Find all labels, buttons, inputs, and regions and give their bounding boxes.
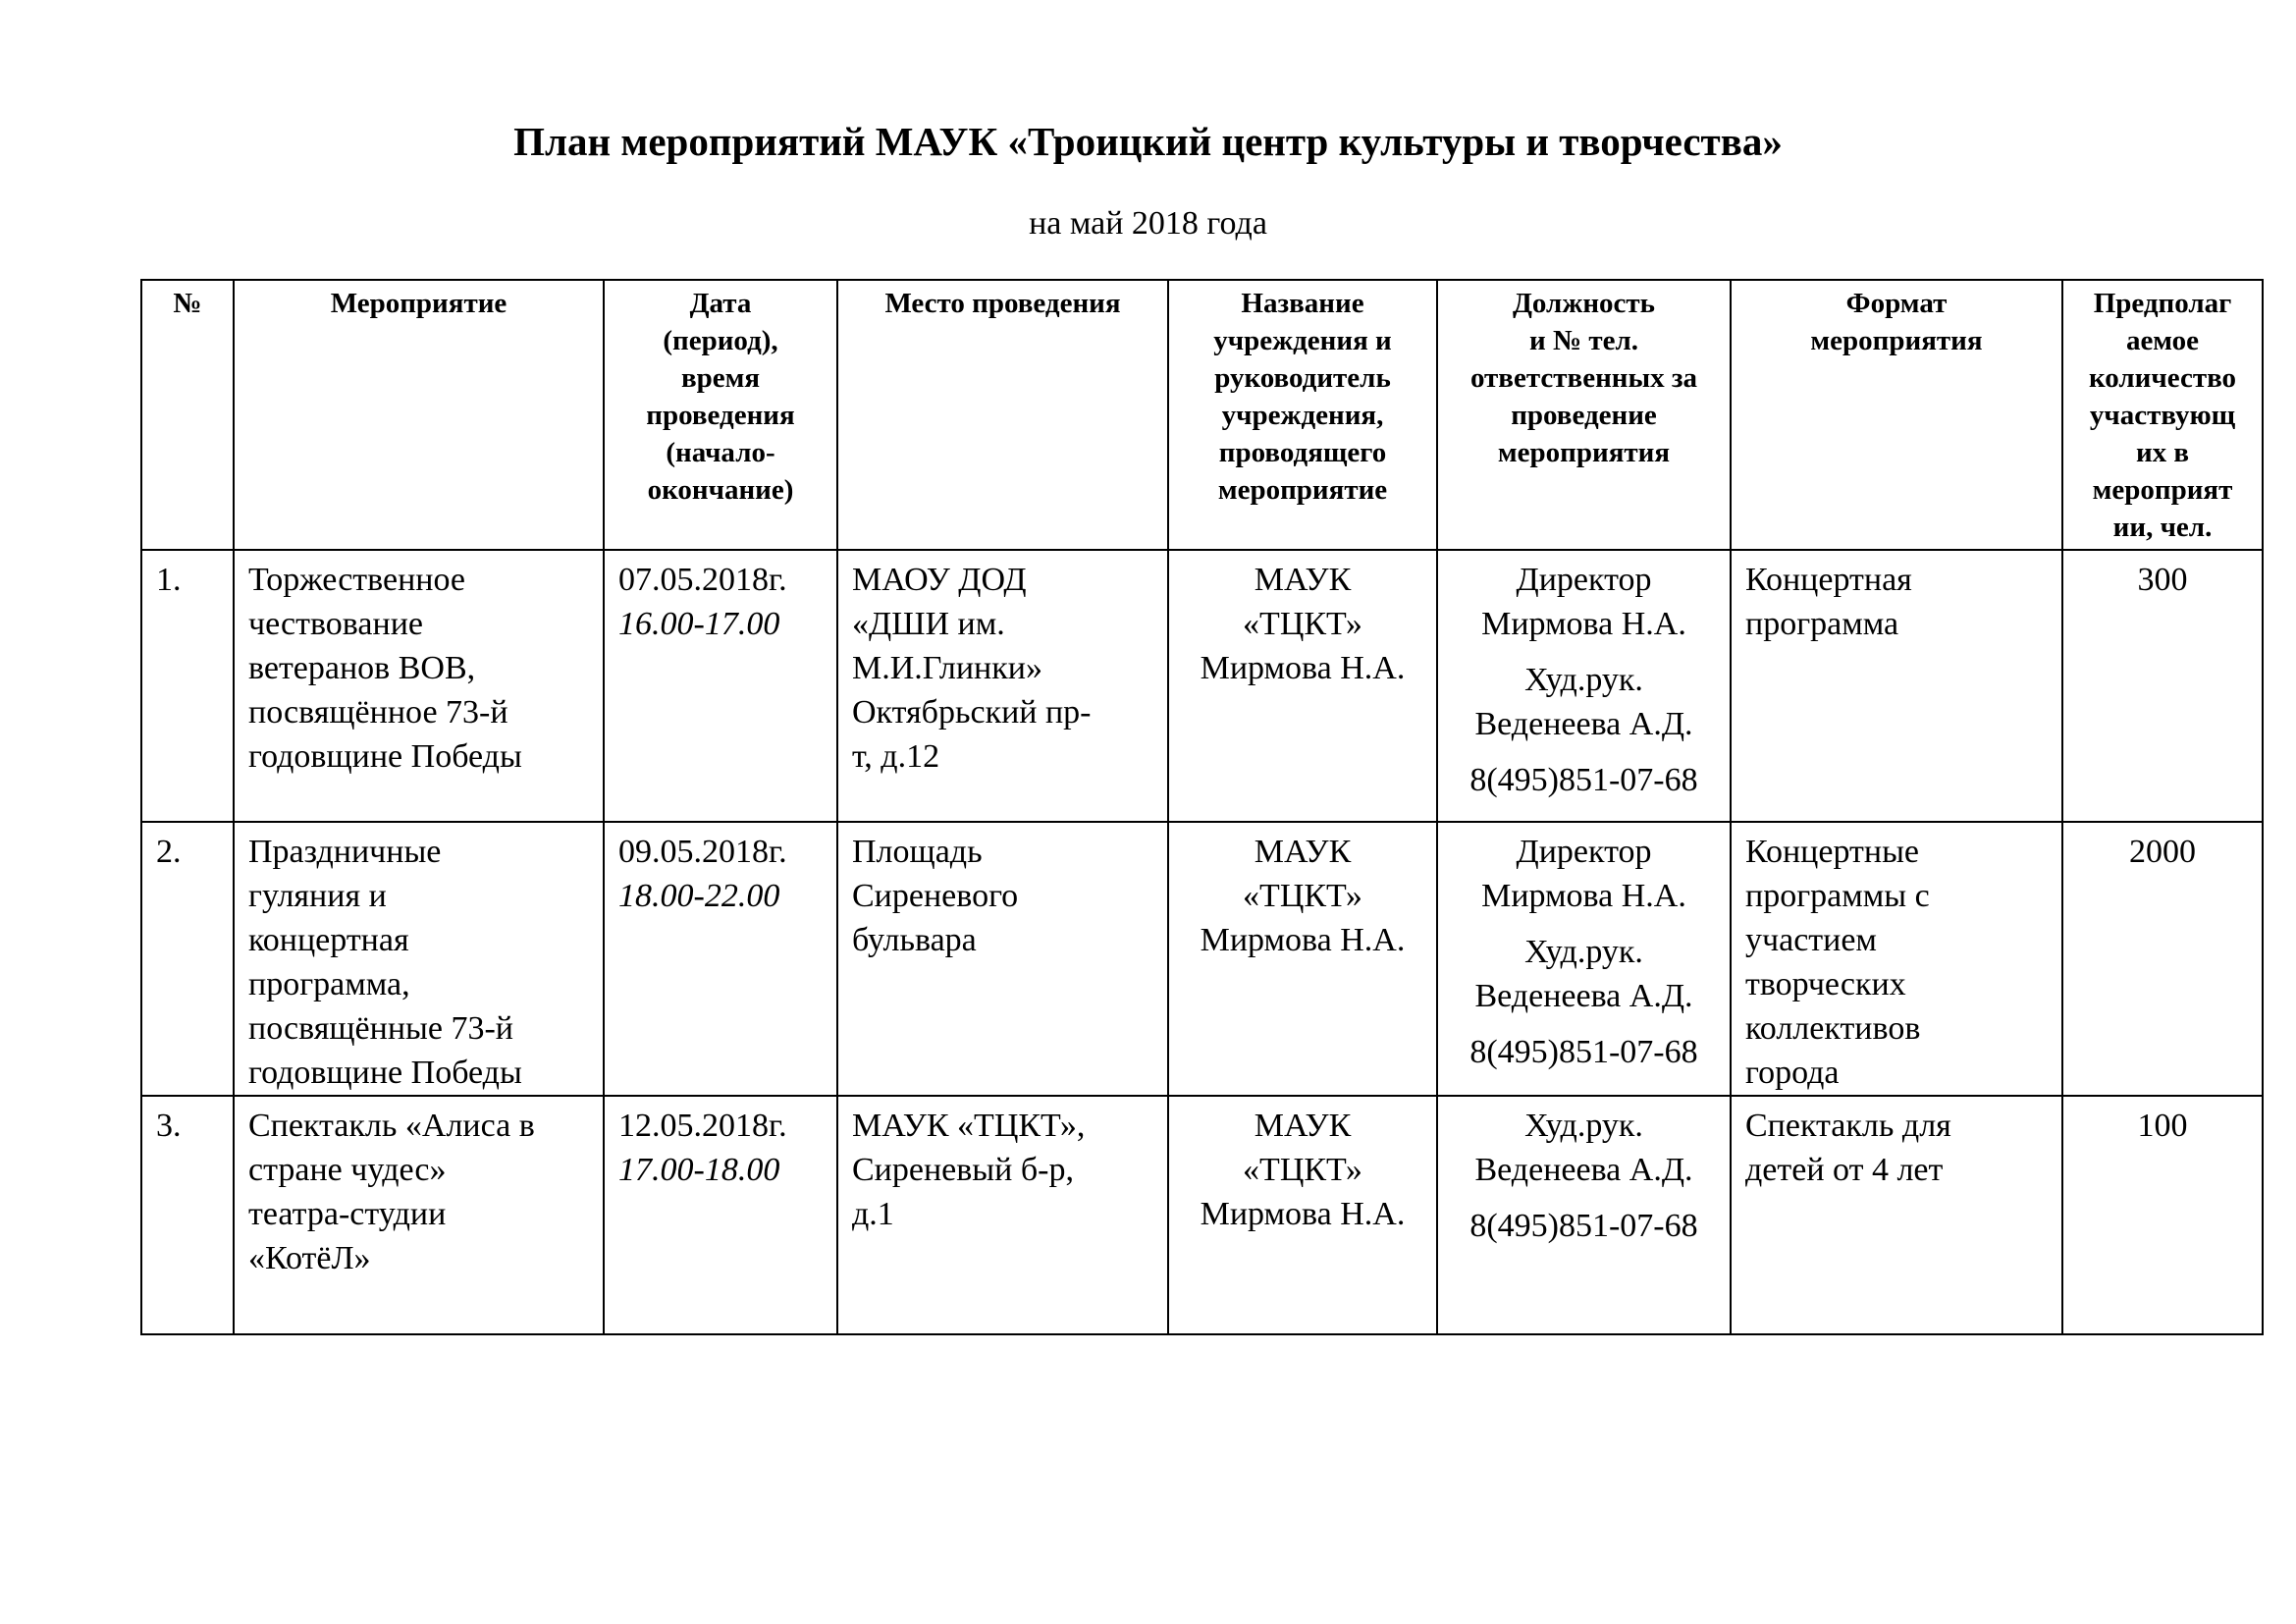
row-event: Спектакль «Алиса в стране чудес» театра-студии «КотёЛ» (234, 1096, 604, 1334)
header-event: Мероприятие (234, 280, 604, 550)
row-date: 07.05.2018г. 16.00-17.00 (604, 550, 837, 822)
row-place: Площадь Сиреневого бульвара (837, 822, 1168, 1096)
header-date: Дата (период), время проведения (начало- окончание) (604, 280, 837, 550)
header-place: Место проведения (837, 280, 1168, 550)
row-event: Праздничные гуляния и концертная программа, посвящённые 73-й годовщине Победы (234, 822, 604, 1096)
row-responsible: Директор Мирмова Н.А. Худ.рук. Веденеева А.Д. 8(495)851-07-68 (1437, 550, 1731, 822)
row-count: 2000 (2062, 822, 2263, 1096)
row-format: Концертная программа (1731, 550, 2062, 822)
table-header-row (141, 280, 2263, 550)
header-format: Формат мероприятия (1731, 280, 2062, 550)
table-row (141, 822, 2263, 1096)
header-responsible: Должность и № тел. ответственных за проведение мероприятия (1437, 280, 1731, 550)
row-organizer: МАУК «ТЦКТ» Мирмова Н.А. (1168, 550, 1437, 822)
header-number: № (141, 280, 234, 550)
document-title: План мероприятий МАУК «Троицкий центр культуры и творчества» (513, 119, 1783, 164)
row-place: МАОУ ДОД «ДШИ им. М.И.Глинки» Октябрьский пр- т, д.12 (837, 550, 1168, 822)
row-number: 3. (141, 1096, 234, 1334)
table-row (141, 550, 2263, 822)
row-event: Торжественное чествование ветеранов ВОВ, посвящённое 73-й годовщине Победы (234, 550, 604, 822)
row-format: Концертные программы с участием творческих коллективов города (1731, 822, 2062, 1096)
row-place: МАУК «ТЦКТ», Сиреневый б-р, д.1 (837, 1096, 1168, 1334)
row-organizer: МАУК «ТЦКТ» Мирмова Н.А. (1168, 822, 1437, 1096)
row-count: 100 (2062, 1096, 2263, 1334)
header-count: Предполаг aемое количество участвующ их в мероприят ии, чел. (2062, 280, 2263, 550)
events-table (140, 279, 2264, 1335)
header-organizer: Название учреждения и руководитель учреждения, проводящего мероприятие (1168, 280, 1437, 550)
document-subtitle: на май 2018 года (1029, 205, 1267, 242)
row-organizer: МАУК «ТЦКТ» Мирмова Н.А. (1168, 1096, 1437, 1334)
row-responsible: Директор Мирмова Н.А. Худ.рук. Веденеева А.Д. 8(495)851-07-68 (1437, 822, 1731, 1096)
row-format: Спектакль для детей от 4 лет (1731, 1096, 2062, 1334)
row-count: 300 (2062, 550, 2263, 822)
row-number: 2. (141, 822, 234, 1096)
row-responsible: Худ.рук. Веденеева А.Д. 8(495)851-07-68 (1437, 1096, 1731, 1334)
row-date: 09.05.2018г. 18.00-22.00 (604, 822, 837, 1096)
row-number: 1. (141, 550, 234, 822)
row-date: 12.05.2018г. 17.00-18.00 (604, 1096, 837, 1334)
table-row (141, 1096, 2263, 1334)
